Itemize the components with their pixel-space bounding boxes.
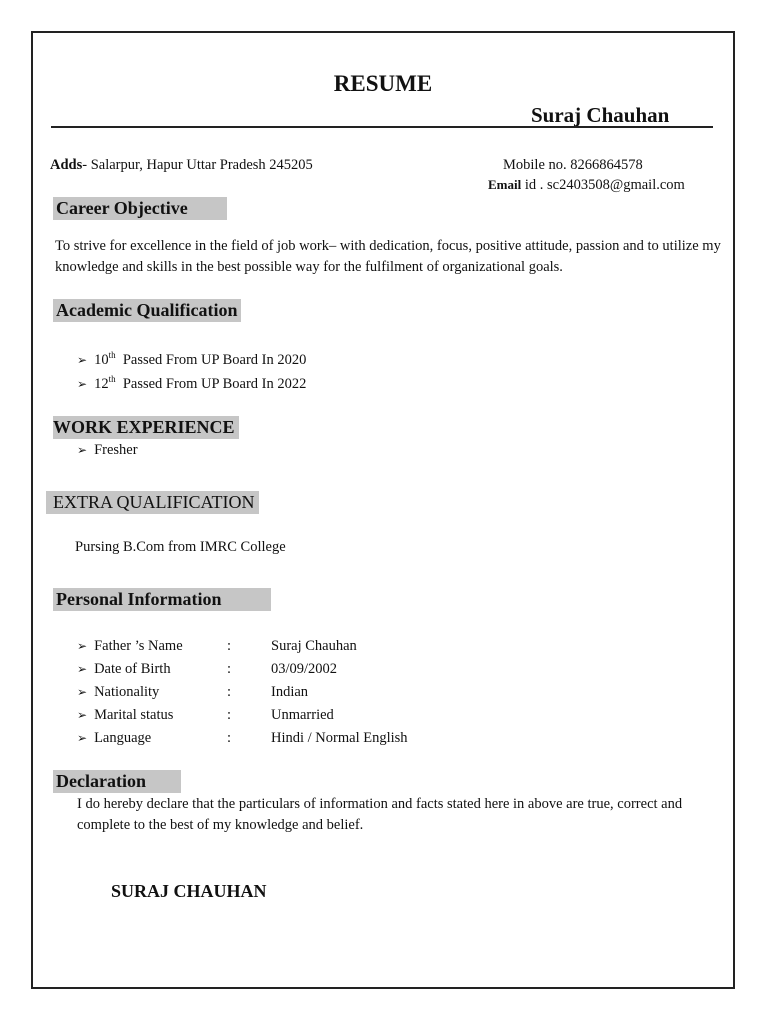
personal-row-value: Unmarried (271, 707, 334, 723)
mobile-number: Mobile no. 8266864578 (503, 157, 643, 173)
personal-row-language: ➢ Language (77, 730, 152, 746)
academic-item-2: ➢ 12th Passed From UP Board In 2022 (77, 374, 307, 392)
personal-row-separator: : (227, 730, 232, 746)
personal-row-separator: : (227, 684, 232, 700)
address-value: - Salarpur, Hapur Uttar Pradesh 245205 (82, 157, 313, 173)
personal-row-nationality: ➢ Nationality (77, 684, 160, 700)
resume-page (31, 31, 735, 989)
arrow-bullet-icon: ➢ (77, 639, 88, 653)
personal-row-separator: : (227, 661, 232, 677)
personal-row-value: Indian (271, 684, 309, 700)
arrow-bullet-icon: ➢ (77, 377, 88, 391)
extra-qualification-heading: EXTRA QUALIFICATION (46, 491, 259, 514)
arrow-bullet-icon: ➢ (77, 731, 88, 745)
arrow-bullet-icon: ➢ (77, 443, 88, 457)
career-objective-heading: Career Objective (53, 197, 227, 220)
candidate-name: Suraj Chauhan (531, 103, 670, 127)
personal-row-separator: : (227, 638, 232, 654)
email-value: id . sc2403508@gmail.com (521, 177, 685, 193)
declaration-text: I do hereby declare that the particulars of information and facts stated here in above are true, correct and complete to the best of my knowledge and belief. (77, 796, 683, 833)
academic-item-1: ➢ 10th Passed From UP Board In 2020 (77, 350, 307, 368)
personal-row-date-of-birth: ➢ Date of Birth (77, 661, 171, 677)
career-objective-text: To strive for excellence in the field of job work– with dedication, focus, positive attitude, passion and to utilize my knowledge and skills in the best possible way for the fulfilment of organizational goals. (55, 238, 721, 275)
work-experience-heading: WORK EXPERIENCE (53, 416, 239, 439)
personal-row-marital-status: ➢ Marital status (77, 707, 174, 723)
email-label: Email (488, 177, 522, 192)
academic-heading: Academic Qualification (53, 299, 241, 322)
personal-row-value: Hindi / Normal English (271, 730, 408, 746)
extra-qualification-text: Pursing B.Com from IMRC College (75, 539, 286, 555)
personal-information-heading: Personal Information (53, 588, 271, 611)
arrow-bullet-icon: ➢ (77, 685, 88, 699)
personal-row-value: 03/09/2002 (271, 661, 338, 677)
document-title: RESUME (333, 71, 433, 96)
email-line (488, 177, 685, 194)
personal-row-father-name: ➢ Father ’s Name (77, 638, 183, 654)
header-divider (51, 126, 713, 128)
personal-row-value: Suraj Chauhan (271, 638, 357, 654)
work-item-1: ➢ Fresher (77, 442, 138, 458)
arrow-bullet-icon: ➢ (77, 662, 88, 676)
signature-name: SURAJ CHAUHAN (111, 881, 267, 901)
address-line (50, 157, 313, 174)
address-label: Adds (50, 157, 83, 173)
personal-row-separator: : (227, 707, 232, 723)
arrow-bullet-icon: ➢ (77, 708, 88, 722)
arrow-bullet-icon: ➢ (77, 353, 88, 367)
declaration-heading: Declaration (53, 770, 181, 793)
